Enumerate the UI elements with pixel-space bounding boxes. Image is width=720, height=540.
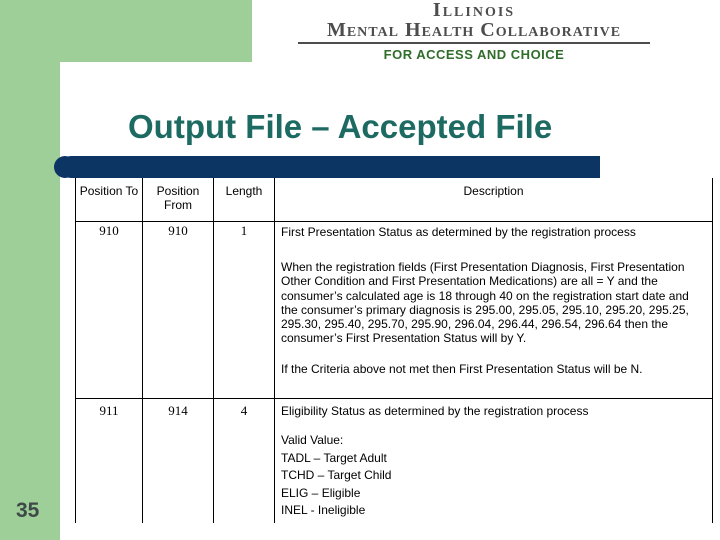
header-position-from: Position From [156, 184, 200, 212]
row-divider [76, 398, 712, 399]
column-divider [274, 178, 275, 523]
row2-position-to: 911 [99, 403, 119, 418]
valid-value-item: TADL – Target Adult [281, 450, 387, 465]
row1-description: First Presentation Status as determined by the registration process [281, 225, 636, 239]
valid-value-item: INEL - Ineligible [281, 503, 366, 517]
row1-length: 1 [240, 223, 248, 238]
row2-description: Eligibility Status as determined by the registration process [281, 404, 589, 418]
row2-valid-values [281, 432, 701, 520]
valid-value-item: ELIG – Eligible [281, 485, 361, 500]
header-length: Length [225, 184, 263, 198]
logo-line-3: FOR ACCESS AND CHOICE [383, 47, 565, 62]
left-green-stripe [0, 0, 60, 540]
row1-detail: When the registration fields (First Presentation Diagnosis, First Presentation Other Condition and First Presentation Medications) are all = Y and the consumer’s calculated age is 18 through 40 on the registration start date and the consumer’s primary diagnosis is 295.00, 295.05, 295.10, 295.20, 295.25, 295.30, 295.40, 295.70, 295.90, 296.04, 296.44, 296.54, 296.64 then the consumer’s First Presentation Status will by Y. [281, 260, 689, 346]
row1-position-to: 910 [99, 223, 119, 238]
page-number: 35 [16, 499, 40, 522]
valid-values-heading: Valid Value: [281, 433, 344, 447]
row1-note: If the Criteria above not met then First Presentation Status will be N. [281, 362, 643, 376]
logo-line-2: Mental Health Collaborative [326, 19, 622, 41]
row1-position-from: 910 [168, 223, 188, 238]
row2-length: 4 [240, 403, 248, 418]
output-file-table [75, 178, 713, 523]
logo-rule [298, 42, 650, 44]
row2-position-from: 914 [168, 403, 188, 418]
valid-value-item: TCHD – Target Child [281, 468, 392, 482]
page-title: Output File – Accepted File [128, 108, 553, 145]
header-position-to: Position To [79, 184, 139, 198]
header-divider [76, 221, 712, 222]
collaborative-logo [296, 0, 652, 64]
header-description: Description [463, 184, 524, 198]
title-underline-bar [60, 156, 600, 178]
logo-line-1: Illinois [432, 0, 516, 21]
